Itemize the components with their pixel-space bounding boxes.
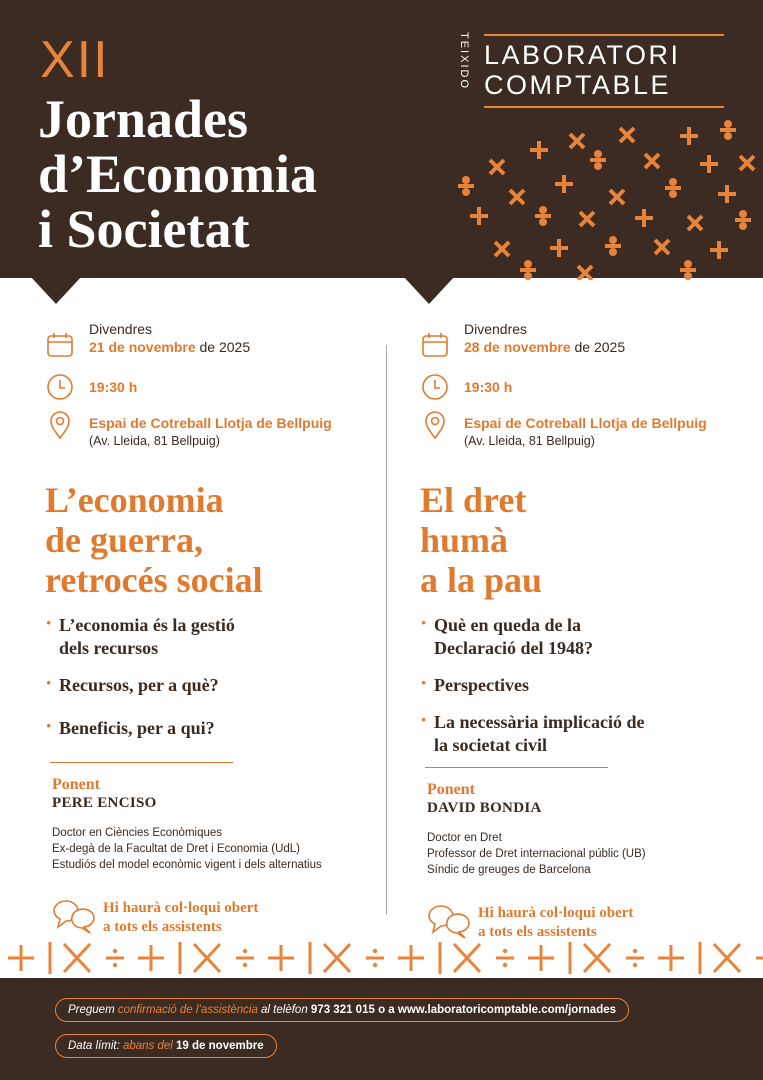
- plus-symbol: [268, 945, 294, 971]
- session-right: [420, 320, 760, 944]
- date-row: [45, 320, 385, 358]
- bio-line: Estudiós del model econòmic vigent i dels alternatius: [52, 859, 322, 871]
- date-year: de 2025: [195, 339, 251, 355]
- plus-symbol: [658, 945, 684, 971]
- colloquium-line: Hi haurà col·loqui obert: [103, 900, 259, 916]
- topic-line: dels recursos: [59, 638, 159, 658]
- plus-symbol: [528, 945, 554, 971]
- speaker-label: Ponent: [427, 781, 475, 798]
- location-pin-icon: [420, 410, 450, 440]
- rsvp-text: Preguem: [68, 1004, 118, 1016]
- clock-icon: [45, 372, 75, 402]
- session-left: [45, 320, 385, 939]
- topic-line: · La necessària implicació de: [434, 712, 645, 732]
- bio-line: Síndic de greuges de Barcelona: [427, 864, 591, 876]
- date-highlight: 21 de novembre: [89, 339, 196, 355]
- venue-text: [464, 414, 707, 450]
- times-symbol: [454, 944, 480, 972]
- venue-row: [420, 410, 760, 450]
- speaker-name: PERE ENCISO: [52, 795, 157, 811]
- header-banner: [0, 0, 763, 278]
- brand-vertical-logo: [458, 32, 474, 112]
- event-title: [38, 89, 318, 259]
- plus-symbol: [138, 945, 164, 971]
- topic-line: Declaració del 1948?: [434, 638, 593, 658]
- rsvp-text: al telèfon: [257, 1004, 311, 1016]
- time-row: [420, 372, 760, 404]
- decorative-symbol-band: [0, 938, 763, 978]
- time-row: [45, 372, 385, 404]
- topic-item: [45, 614, 385, 660]
- plus-symbol: [398, 945, 424, 971]
- deadline-date: 19 de novembre: [172, 1040, 264, 1052]
- talk-title: [45, 480, 385, 600]
- header-notch: [30, 276, 82, 304]
- phone-number[interactable]: 973 321 015: [310, 1004, 375, 1016]
- date-text: [464, 320, 625, 356]
- time-text: 19:30 h: [89, 379, 138, 395]
- section-divider: [50, 762, 233, 763]
- topic-line: · Perspectives: [434, 675, 529, 695]
- colloquium-line: a tots els assistents: [478, 924, 597, 940]
- talk-title-line: retrocés social: [45, 560, 263, 600]
- colloquium-text: [478, 904, 633, 942]
- venue-name: Espai de Cotreball Llotja de Bellpuig: [464, 415, 707, 431]
- topic-item: [420, 711, 760, 757]
- svg-text:TEIXIDO: TEIXIDO: [458, 32, 470, 91]
- divide-symbol: [236, 949, 254, 967]
- calendar-icon: [45, 330, 75, 360]
- colloquium-note: [45, 895, 385, 939]
- speaker-bio: [427, 830, 760, 878]
- brand-line: COMPTABLE: [484, 70, 672, 100]
- colloquium-line: a tots els assistents: [103, 919, 222, 935]
- talk-title: [420, 480, 760, 600]
- divide-symbol: [366, 949, 384, 967]
- event-title-line: d’Economia: [38, 144, 318, 204]
- deadline-label: Data límit:: [68, 1040, 123, 1052]
- rsvp-highlight: confirmació de l’assistència: [117, 1004, 258, 1016]
- times-symbol: [64, 944, 90, 972]
- column-divider: [386, 345, 387, 915]
- speech-bubbles-icon: [425, 902, 471, 942]
- divide-symbol: [756, 949, 763, 967]
- location-pin-icon: [45, 410, 75, 440]
- header-notch: [403, 276, 455, 304]
- talk-title-line: humà: [420, 520, 509, 560]
- talk-title-line: L’economia: [45, 480, 224, 520]
- colloquium-text: [103, 899, 258, 937]
- speaker-bio: [52, 825, 385, 873]
- footer-banner: [0, 978, 763, 1080]
- day-label: Divendres: [464, 321, 528, 337]
- date-text: [89, 320, 250, 356]
- topic-item: [420, 674, 760, 697]
- date-year: de 2025: [570, 339, 626, 355]
- math-symbols-pattern: [450, 120, 763, 280]
- colloquium-line: Hi haurà col·loqui obert: [478, 905, 634, 921]
- talk-title-line: El dret: [420, 480, 527, 520]
- section-divider: [425, 767, 608, 768]
- rsvp-text: o a: [374, 1004, 398, 1016]
- speaker-name: DAVID BONDIA: [427, 800, 542, 816]
- divide-symbol: [626, 949, 644, 967]
- date-highlight: 28 de novembre: [464, 339, 571, 355]
- speech-bubbles-icon: [50, 897, 96, 937]
- edition-number: XII: [40, 31, 110, 89]
- clock-icon: [420, 372, 450, 402]
- times-symbol: [194, 944, 220, 972]
- times-symbol: [324, 944, 350, 972]
- deadline-pill: [55, 1034, 277, 1058]
- venue-address: (Av. Lleida, 81 Bellpuig): [89, 434, 220, 448]
- times-symbol: [584, 944, 610, 972]
- website-link[interactable]: www.laboratoricomptable.com/jornades: [397, 1004, 617, 1016]
- calendar-icon: [420, 330, 450, 360]
- deadline-highlight: abans del: [122, 1040, 173, 1052]
- divide-symbol: [496, 949, 514, 967]
- topic-line: · Beneficis, per a qui?: [59, 718, 215, 738]
- times-symbol: [714, 944, 740, 972]
- venue-name: Espai de Cotreball Llotja de Bellpuig: [89, 415, 332, 431]
- brand-logo: [484, 34, 724, 108]
- venue-text: [89, 414, 332, 450]
- topic-line: · Què en queda de la: [434, 615, 582, 635]
- brand-line: LABORATORI: [484, 40, 681, 70]
- talk-title-line: de guerra,: [45, 520, 203, 560]
- bio-line: Professor de Dret internacional públic (UB): [427, 848, 646, 860]
- rsvp-pill: [55, 998, 629, 1022]
- topic-item: [420, 614, 760, 660]
- bio-line: Ex-degà de la Facultat de Dret i Economia (UdL): [52, 843, 301, 855]
- topic-item: [45, 674, 385, 697]
- topic-line: la societat civil: [434, 735, 547, 755]
- day-label: Divendres: [89, 321, 153, 337]
- divide-symbol: [106, 949, 124, 967]
- plus-symbol: [8, 945, 34, 971]
- topic-item: [45, 717, 385, 740]
- venue-row: [45, 410, 385, 450]
- date-row: [420, 320, 760, 358]
- event-title-line: i Societat: [38, 199, 250, 259]
- topic-line: · Recursos, per a què?: [59, 675, 219, 695]
- bio-line: Doctor en Ciències Econòmiques: [52, 827, 223, 839]
- topic-list: [45, 614, 385, 740]
- time-text: 19:30 h: [464, 379, 513, 395]
- bio-line: Doctor en Dret: [427, 832, 502, 844]
- topic-list: [420, 614, 760, 757]
- speaker-label: Ponent: [52, 776, 100, 793]
- talk-title-line: a la pau: [420, 560, 543, 600]
- event-title-line: Jornades: [38, 89, 249, 149]
- topic-line: · L’economia és la gestió: [59, 615, 235, 635]
- venue-address: (Av. Lleida, 81 Bellpuig): [464, 434, 595, 448]
